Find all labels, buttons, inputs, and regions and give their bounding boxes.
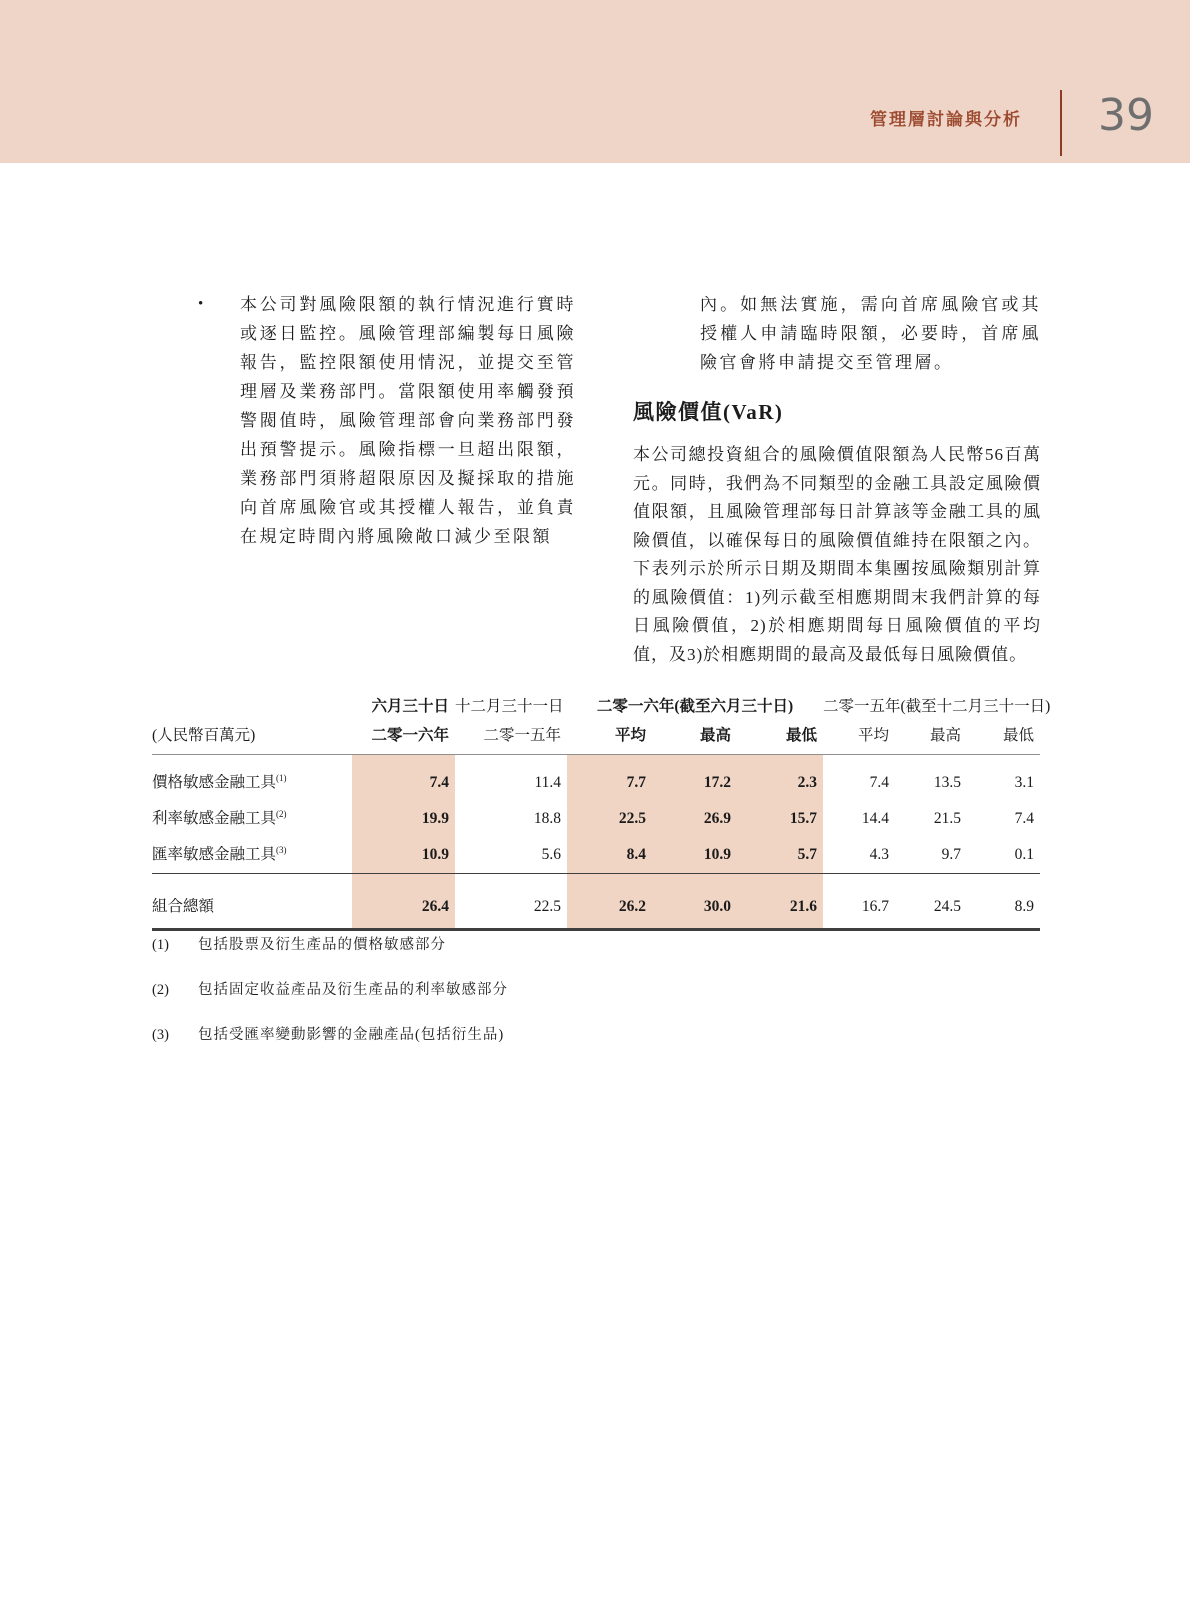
cell-value: 7.7 (567, 755, 652, 800)
cell-value: 26.2 (567, 887, 652, 930)
table-row (152, 799, 1040, 835)
cell-value: 7.4 (869, 774, 890, 791)
cell-value: 15.7 (737, 799, 823, 835)
cell-value: 13.5 (933, 774, 962, 791)
cell-value: 8.4 (567, 835, 652, 874)
col-header-2015-avg: 平均 (823, 723, 895, 755)
footnote-ref: (1) (276, 772, 287, 783)
cell-value: 21.6 (737, 887, 823, 930)
footnote-text: 包括固定收益產品及衍生產品的利率敏感部分 (198, 982, 508, 998)
cell-value: 7.4 (352, 755, 455, 800)
table-spacer-row (152, 874, 1040, 888)
cell-value: 17.2 (652, 755, 737, 800)
cell-value: 8.9 (967, 887, 1040, 930)
cell-value: 4.3 (823, 835, 895, 874)
cell-value: 16.7 (823, 887, 895, 930)
cell-value: 24.5 (895, 887, 967, 930)
footnote-marker: (3) (152, 1027, 169, 1043)
table-row (152, 755, 1040, 800)
row-label: 利率敏感金融工具$^{(2)}$ (152, 808, 287, 827)
unit-label: (人民幣百萬元) (152, 723, 352, 755)
col-header-2016-year: 二零一六年 (352, 723, 455, 755)
footnote-text: 包括股票及衍生產品的價格敏感部分 (198, 937, 446, 953)
table-header-group-row (152, 694, 1040, 723)
cell-value: 5.7 (737, 835, 823, 874)
right-column-continuation: 內。如無法實施，需向首席風險官或其授權人申請臨時限額，必要時，首席風險官會將申請提交至管理層。 (700, 295, 1041, 372)
total-row-label: 組合總額 (152, 887, 352, 930)
header-band (0, 0, 1190, 163)
cell-value: 22.5 (455, 887, 567, 930)
cell-value: 7.4 (1014, 810, 1035, 827)
footnotes (152, 932, 852, 1067)
table-total-row (152, 887, 1040, 930)
cell-value: 11.4 (534, 774, 561, 791)
header-divider (1060, 90, 1062, 156)
col-group-2016: 二零一六年(截至六月三十日) (596, 698, 794, 715)
cell-value: 3.1 (1014, 774, 1035, 791)
section-title: 管理層討論與分析 (870, 109, 1022, 129)
cell-value: 14.4 (861, 810, 890, 827)
cell-value: 18.8 (533, 810, 561, 827)
var-table (152, 694, 1051, 931)
cell-value: 10.9 (352, 835, 455, 874)
col-group-2015: 二零一五年(截至十二月三十一日) (823, 698, 1051, 715)
bullet-icon: • (198, 296, 204, 312)
footnote-text: 包括受匯率變動影響的金融產品(包括衍生品) (198, 1027, 505, 1043)
col-header-2015-year: 二零一五年 (455, 723, 567, 755)
row-label: 匯率敏感金融工具$^{(3)}$ (152, 835, 352, 874)
cell-value: 26.4 (352, 887, 455, 930)
cell-value: 30.0 (652, 887, 737, 930)
cell-value: 2.3 (737, 755, 823, 800)
footnote-item (152, 1022, 852, 1049)
cell-value: 10.9 (652, 835, 737, 874)
table-row (152, 835, 1040, 874)
footnote-marker: (2) (152, 982, 169, 998)
cell-value: 21.5 (933, 810, 962, 827)
col-header-2016-avg: 平均 (567, 723, 652, 755)
footnote-item (152, 932, 852, 959)
cell-value: 0.1 (967, 835, 1040, 874)
cell-value: 22.5 (567, 799, 652, 835)
cell-value: 5.6 (455, 835, 567, 874)
col-header-2016-max: 最高 (652, 723, 737, 755)
cell-value: 19.9 (352, 799, 455, 835)
var-section-paragraph: 本公司總投資組合的風險價值限額為人民幣56百萬元。同時，我們為不同類型的金融工具設定風險價值限額，且風險管理部每日計算該等金融工具的風險價值，以確保每日的風險價值維持在限額之內。下表列示於所示日期及期間本集團按風險類別計算的風險價值：1)列示截至相應期間末我們計算的每日風險價值，2)於相應期間每日風險價值的平均值，及3)於相應期間的最高及最低每日風險價值。 (633, 445, 1041, 664)
cell-value: 9.7 (895, 835, 967, 874)
left-column-text: 本公司對風險限額的執行情況進行實時或逐日監控。風險管理部編製每日風險報告，監控限額使用情況，並提交至管理層及業務部門。當限額使用率觸發預警閥值時，風險管理部會向業務部門發出預警提示。風險指標一旦超出限額，業務部門須將超限原因及擬採取的措施向首席風險官或其授權人報告，並負責在規定時間內將風險敞口減少至限額 (240, 295, 576, 546)
header-spacer-cell (152, 694, 352, 723)
header-band-content (870, 88, 1154, 158)
footnote-ref: (2) (276, 808, 287, 819)
row-label: 價格敏感金融工具$^{(1)}$ (152, 772, 287, 791)
footnote-ref: (3) (276, 844, 287, 855)
left-column-bullet-item (198, 290, 576, 551)
var-section-heading: 風險價值(VaR) (633, 400, 784, 424)
col-header-2015-max: 最高 (895, 723, 967, 755)
col-header-dec31: 十二月三十一日 (455, 698, 564, 715)
footnote-item (152, 977, 852, 1004)
table-header-sub-row (152, 723, 1040, 755)
col-header-jun30: 六月三十日 (371, 698, 449, 715)
footnote-marker: (1) (152, 937, 169, 953)
col-header-2015-min: 最低 (967, 723, 1040, 755)
col-header-2016-min: 最低 (737, 723, 823, 755)
cell-value: 26.9 (652, 799, 737, 835)
page-number: 39 (1098, 89, 1154, 141)
